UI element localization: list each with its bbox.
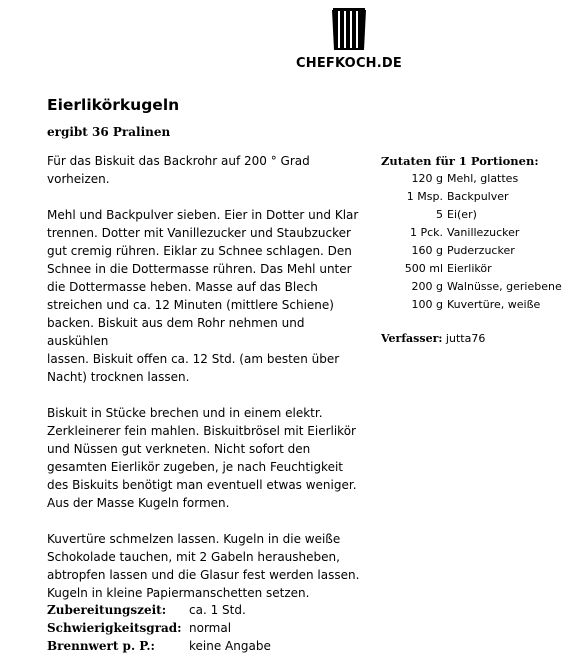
ingredient-name: Eierlikör xyxy=(447,262,492,275)
ingredient-amount: 5 xyxy=(436,208,443,221)
meta-row xyxy=(47,619,271,637)
meta-label: Zubereitungszeit: xyxy=(47,603,167,617)
instruction-paragraph: Kuvertüre schmelzen lassen. Kugeln in die weiße Schokolade tauchen, mit 2 Gabeln herausheben, abtropfen lassen und die Glasur fest werden lassen. Kugeln in kleine Papiermanschetten setzen. xyxy=(47,532,360,600)
ingredient-amount: 200 g xyxy=(411,280,443,293)
meta-row xyxy=(47,637,271,655)
ingredient-name: Mehl, glattes xyxy=(447,172,519,185)
recipe-author xyxy=(381,332,485,345)
ingredient-name: Backpulver xyxy=(447,190,509,203)
ingredient-amount: 120 g xyxy=(411,172,443,185)
ingredient-row xyxy=(381,224,566,242)
brand-name: CHEFKOCH.DE xyxy=(296,56,402,71)
ingredient-row xyxy=(381,278,566,296)
ingredient-row xyxy=(381,188,566,206)
meta-row xyxy=(47,601,271,619)
recipe-yield: ergibt 36 Pralinen xyxy=(47,125,171,139)
instruction-paragraph: Für das Biskuit das Backrohr auf 200 ° Grad vorheizen. xyxy=(47,154,310,186)
author-label: Verfasser: xyxy=(381,332,443,345)
ingredient-name: Vanillezucker xyxy=(447,226,520,239)
meta-value: ca. 1 Std. xyxy=(189,603,246,617)
ingredient-name: Ei(er) xyxy=(447,208,477,221)
ingredient-amount: 1 Pck. xyxy=(409,226,443,239)
ingredient-row xyxy=(381,242,566,260)
recipe-title: Eierlikörkugeln xyxy=(47,96,180,114)
instruction-paragraph: Mehl und Backpulver sieben. Eier in Dotter und Klar trennen. Dotter mit Vanillezucker und Staubzucker gut cremig rühren. Eiklar zu Schnee schlagen. Den Schnee in die Dottermasse rühren. Das Mehl unter die Dottermasse heben. Masse auf das Blech streichen und ca. 12 Minuten (mittlere Schiene) backen. Biskuit aus dem Rohr nehmen und auskühlen lassen. Biskuit offen ca. 12 Std. (am besten über Nacht) trocknen lassen. xyxy=(47,208,359,384)
ingredient-row xyxy=(381,260,566,278)
ingredient-name: Kuvertüre, weiße xyxy=(447,298,541,311)
instructions xyxy=(47,152,367,620)
brand-logo xyxy=(289,6,409,70)
instruction-paragraph: Biskuit in Stücke brechen und in einem elektr. Zerkleinerer fein mahlen. Biskuitbrösel mit Eierlikör und Nüssen gut verkneten. Nicht sofort den gesamten Eierlikör zugeben, je nach Feuchtigkeit des Biskuits benötigt man eventuell etwas weniger. Aus der Masse Kugeln formen. xyxy=(47,406,357,510)
ingredient-name: Walnüsse, geriebene xyxy=(447,280,562,293)
author-name: jutta76 xyxy=(445,332,486,345)
ingredients-list xyxy=(381,152,566,314)
ingredient-row xyxy=(381,206,566,224)
chef-hat-icon xyxy=(329,6,369,52)
meta-value: normal xyxy=(189,621,232,635)
ingredient-row xyxy=(381,296,566,314)
ingredients-heading: Zutaten für 1 Portionen: xyxy=(381,154,539,168)
ingredient-amount: 160 g xyxy=(411,244,443,257)
ingredient-row xyxy=(381,170,566,188)
recipe-meta xyxy=(47,601,271,655)
meta-label: Schwierigkeitsgrad: xyxy=(47,621,182,635)
meta-value: keine Angabe xyxy=(189,639,271,653)
ingredient-amount: 1 Msp. xyxy=(406,190,443,203)
ingredient-amount: 500 ml xyxy=(404,262,443,275)
ingredient-name: Puderzucker xyxy=(447,244,515,257)
meta-label: Brennwert p. P.: xyxy=(47,639,155,653)
ingredient-amount: 100 g xyxy=(411,298,443,311)
